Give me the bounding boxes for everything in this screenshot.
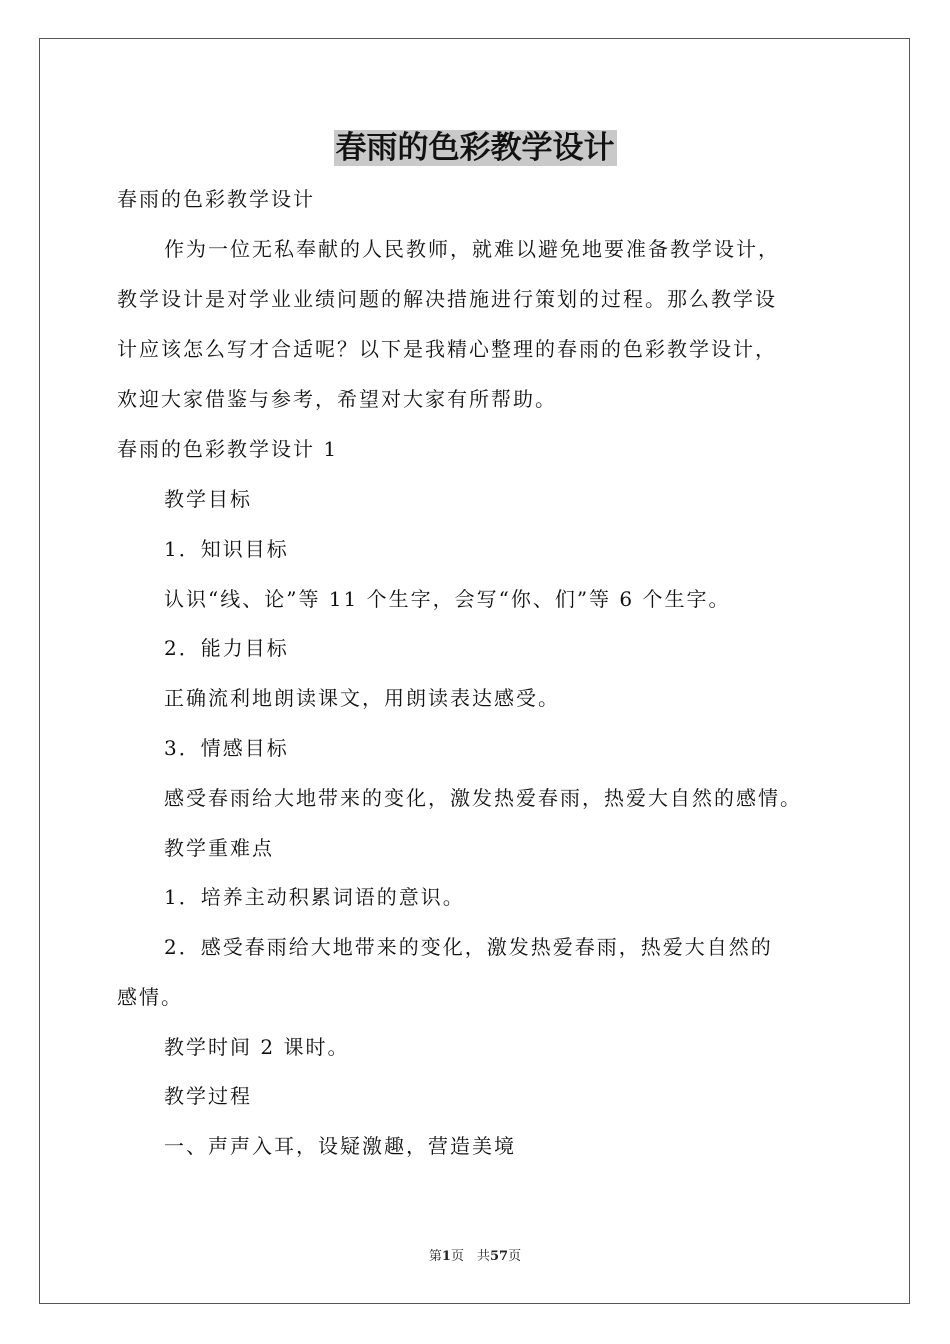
document-title <box>0 128 950 168</box>
knowledge-goal-text: 认识“线、论”等 11 个生字，会写“你、们”等 6 个生字。 <box>164 587 731 611</box>
subtitle-line: 春雨的色彩教学设计 <box>117 187 315 211</box>
section-heading: 春雨的色彩教学设计 1 <box>117 437 339 461</box>
footer-current-page: 1 <box>441 1249 451 1264</box>
footer-middle: 页 共 <box>450 1249 490 1264</box>
emotion-goal-heading: 3．情感目标 <box>164 736 289 760</box>
knowledge-goal-heading: 1．知识目标 <box>164 537 289 561</box>
document-title-text: 春雨的色彩教学设计 <box>335 130 615 166</box>
key-point-2-continued: 感情。 <box>117 985 183 1009</box>
emotion-goal-text: 感受春雨给大地带来的变化，激发热爱春雨，热爱大自然的感情。 <box>164 786 802 810</box>
intro-line-3: 计应该怎么写才合适呢？以下是我精心整理的春雨的色彩教学设计， <box>117 337 777 361</box>
intro-line-4: 欢迎大家借鉴与参考，希望对大家有所帮助。 <box>117 387 557 411</box>
teaching-process-heading: 教学过程 <box>164 1084 252 1108</box>
key-point-2: 2．感受春雨给大地带来的变化，激发热爱春雨，热爱大自然的 <box>164 935 773 959</box>
key-point-1: 1．培养主动积累词语的意识。 <box>164 885 465 909</box>
footer-total-pages: 57 <box>489 1249 509 1264</box>
teaching-goals-heading: 教学目标 <box>164 487 252 511</box>
process-step-1: 一、声声入耳，设疑激趣，营造美境 <box>164 1134 516 1158</box>
intro-line-2: 教学设计是对学业业绩问题的解决措施进行策划的过程。那么教学设 <box>117 287 777 311</box>
ability-goal-text: 正确流利地朗读课文，用朗读表达感受。 <box>164 686 560 710</box>
ability-goal-heading: 2．能力目标 <box>164 636 289 660</box>
page-border <box>39 38 910 1304</box>
page-footer <box>0 1249 950 1265</box>
footer-suffix: 页 <box>508 1249 522 1264</box>
key-points-heading: 教学重难点 <box>164 836 274 860</box>
footer-prefix: 第 <box>428 1249 442 1264</box>
teaching-time: 教学时间 2 课时。 <box>164 1035 350 1059</box>
intro-line-1: 作为一位无私奉献的人民教师，就难以避免地要准备教学设计， <box>164 237 780 261</box>
